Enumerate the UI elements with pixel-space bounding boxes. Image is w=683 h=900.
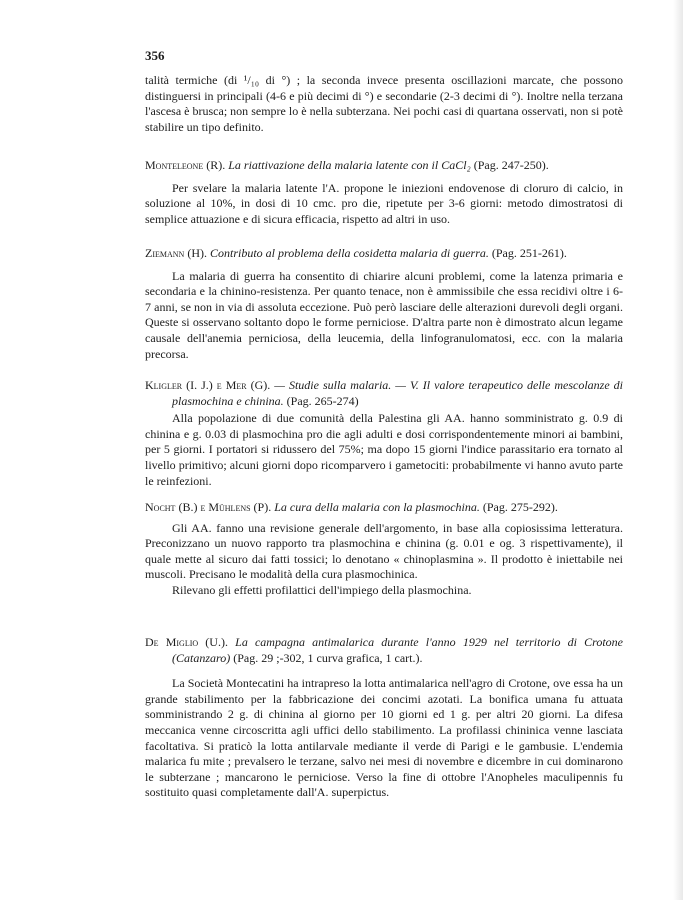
intro-paragraph: talità termiche (di ¹/₁₀ di °) ; la seconda invece presenta oscillazioni marcate, che possono distinguersi in principali (4-6 e più decimi di °) e secondarie (2-3 decimi di °). Inoltre nella terzana l'ascesa è brusca; non sempre lo è nella subterzana. Nei pochi casi di quartana osservati, non si potè stabilire un tipo definito. (145, 73, 623, 134)
entry-kligler-mer (145, 378, 623, 489)
page-edge-shadow (673, 0, 683, 900)
entry-title: Contributo al problema della cosidetta malaria di guerra. (209, 246, 489, 260)
entry-paragraph: Rilevano gli effetti profilattici dell'impiego della plasmochina. (172, 582, 472, 597)
page-number: 356 (145, 48, 165, 63)
entry-pages: (Pag. 251-261). (491, 246, 567, 260)
entry-pages: (Pag. 265-274) (286, 393, 359, 408)
entry-title: La riattivazione della malaria latente con il CaCl₂ (228, 158, 471, 172)
entry-authors: Kligler (I. J.) e Mer (G). (145, 378, 271, 392)
entry-heading (145, 378, 623, 409)
entry-pages: (Pag. 29 ;-302, 1 curva grafica, 1 cart.). (233, 650, 423, 665)
entry-paragraph: Per svelare la malaria latente l'A. propone le iniezioni endovenose di cloruro di calcio, in soluzione al 10%, in dosi di 10 cmc. pro die, ripetute per 3-6 giorni: metodo dimostratosi di semplice attuazione e di sicura efficacia, rispetto ad altri in uso. (145, 180, 623, 226)
entry-heading (145, 500, 623, 516)
entry-title: La cura della malaria con la plasmochina. (274, 500, 480, 514)
entry-heading (145, 635, 623, 666)
entry-monteleone (145, 158, 623, 227)
entry-title: La campagna antimalarica durante l'anno 1929 nel territorio di Crotone (Catanzaro) (172, 635, 624, 665)
intro-block (145, 73, 623, 135)
entry-pages: (Pag. 275-292). (482, 500, 558, 514)
entry-de-miglio (145, 635, 623, 801)
entry-authors: De Miglio (U.). (145, 635, 228, 649)
entry-authors: Monteleone (R). (145, 158, 226, 172)
entry-paragraph: La Società Montecatini ha intrapreso la lotta antimalarica nell'agro di Crotone, ove essa ha un grande stabilimento per la fabbricazione dei concimi azotati. La bonifica umana fu attuata somministrando 2 g. di chinina al giorno per 10 giorni ed 1 g. per altri 20 giorni. La difesa meccanica venne circoscritta agli uffici dello stabilimento. La profilassi chininica venne lasciata facoltativa. Si praticò la lotta antilarvale mediante il verde di Parigi e le gambusie. L'endemia malarica fu mite ; prevalsero le terzane, salvo nei mesi di novembre e dicembre in cui dominarono le subterzane ; mancarono le perniciose. Verso la fine di ottobre l'Anopheles maculipennis fu sostituito quasi completamente dall'A. superpictus. (145, 676, 623, 800)
entry-nocht-muhlens (145, 500, 623, 599)
entry-paragraph: Gli AA. fanno una revisione generale dell'argomento, in base alla copiosissima letteratura. Preconizzano un nuovo rapporto tra plasmochina e chinina (g. 0.01 e og. 3 rispettivamente), il quale mette al sicuro dai fatti tossici; lo denotano « chinoplasmina ». Il prodotto è iniettabile nei muscoli. Precisano le modalità della cura plasmochinica. (145, 520, 623, 582)
entry-authors: Nocht (B.) e Mühlens (P). (145, 500, 272, 514)
entry-title: — Studie sulla malaria. — V. Il valore terapeutico delle mescolanze di plasmochina e chinina. (172, 378, 623, 408)
entry-ziemann (145, 246, 623, 362)
entry-authors: Ziemann (H). (145, 246, 207, 260)
entry-pages: (Pag. 247-250). (473, 158, 549, 172)
entry-heading (145, 158, 623, 174)
entry-paragraph: Alla popolazione di due comunità della Palestina gli AA. hanno somministrato g. 0.9 di chinina e g. 0.03 di plasmochina pro die agli adulti e dosi corrispondentemente minori ai bambini, per 5 giorni. I portatori si ridussero del 75%; ma dopo 15 giorni l'indice parassitario era tornato al livello primitivo; alcuni giorni dopo ricomparvero i gametociti: probabilmente vi hanno avuto parte le reinfezioni. (145, 411, 623, 488)
entry-heading (145, 246, 623, 262)
entry-paragraph: La malaria di guerra ha consentito di chiarire alcuni problemi, come la latenza primaria e secondaria e la chinino-resistenza. Per quanto tenace, non è ammissibile che essa recidivi oltre i 6-7 anni, se non in via di assoluta eccezione. Può però lasciare delle alterazioni durevoli degli organi. Queste si osservano soltanto dopo le forme perniciose. D'altra parte non è dimostrato alcun legame causale dell'anemia perniciosa, della leucemia, della linfogranulomatosi, ecc. con la malaria precorsa. (145, 268, 623, 361)
